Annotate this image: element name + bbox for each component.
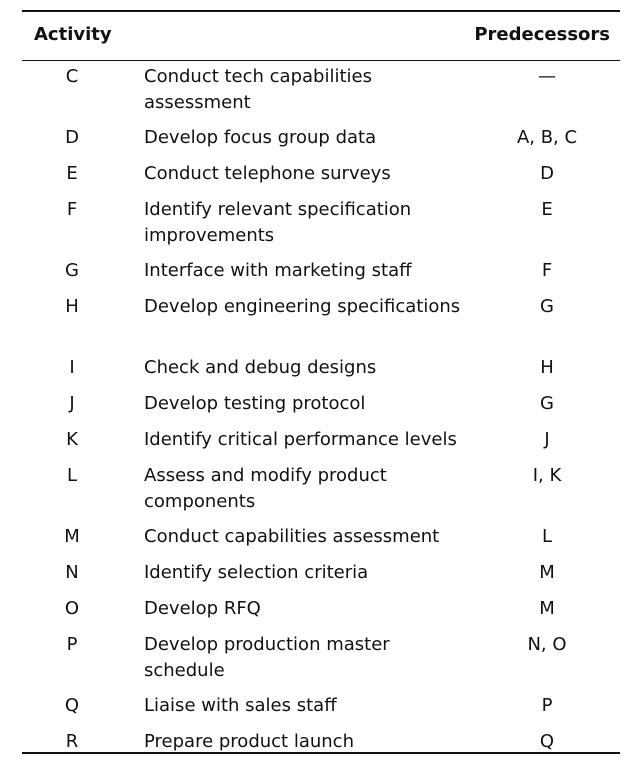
activity-description: Liaise with sales staff [144,695,337,716]
activity-description: Develop focus group data [144,127,377,148]
activity-predecessors: G [540,393,554,414]
activity-description: Develop RFQ [144,598,261,619]
header-predecessors: Predecessors [474,24,610,45]
activity-id: F [66,199,78,220]
table-row [22,629,620,690]
activity-id: N [65,562,79,583]
activity-predecessors: D [540,163,554,184]
table-row [22,291,620,352]
table-row [22,352,620,388]
table-row [22,460,620,521]
activity-predecessors: L [541,526,553,547]
activity-description: Develop testing protocol [144,393,366,414]
activity-id: Q [64,695,80,716]
activity-id: P [66,634,78,655]
table-row [22,194,620,255]
table-row [22,122,620,158]
activity-id: H [65,296,79,317]
activity-table [22,10,620,754]
activity-id: K [66,429,78,450]
activity-description: Identify critical performance levels [144,429,457,450]
activity-description: Prepare product launch [144,731,354,752]
activity-predecessors: I, K [532,465,562,486]
activity-predecessors: — [538,66,556,87]
table-row [22,61,620,122]
activity-id: M [64,526,80,547]
table-row [22,424,620,460]
activity-id: E [66,163,78,184]
activity-description: Develop production master schedule [144,634,390,681]
activity-id: G [65,260,79,281]
activity-predecessors: P [541,695,553,716]
activity-description: Conduct tech capabilities assessment [144,66,372,113]
activity-description: Check and debug designs [144,357,377,378]
table-row [22,726,620,762]
activity-id: R [65,731,79,752]
header-activity: Activity [34,24,112,45]
activity-description: Interface with marketing staff [144,260,412,281]
table-header [22,10,620,60]
activity-description: Conduct telephone surveys [144,163,391,184]
activity-id: I [69,357,75,378]
activity-id: J [69,393,75,414]
activity-description: Identify selection criteria [144,562,369,583]
table-row [22,690,620,726]
activity-predecessors: N, O [527,634,567,655]
activity-predecessors: H [540,357,554,378]
activity-predecessors: G [540,296,554,317]
activity-predecessors: E [541,199,553,220]
activity-predecessors: Q [539,731,555,752]
table-row [22,593,620,629]
activity-description: Conduct capabilities assessment [144,526,440,547]
activity-predecessors: J [544,429,550,450]
activity-predecessors: A, B, C [516,127,578,148]
table-row [22,521,620,557]
activity-id: D [65,127,79,148]
activity-id: C [65,66,79,87]
table-body [22,61,620,762]
table-row [22,158,620,194]
activity-id: O [64,598,80,619]
activity-predecessors: M [539,598,555,619]
activity-id: L [66,465,78,486]
activity-description: Develop engineering specifications [144,296,461,317]
table-row [22,255,620,291]
table-bottom-rule [22,752,620,754]
activity-description: Assess and modify product components [144,465,387,512]
table-row [22,557,620,593]
activity-predecessors: F [541,260,553,281]
activity-description: Identify relevant specification improvements [144,199,412,246]
activity-predecessors: M [539,562,555,583]
table-row [22,388,620,424]
